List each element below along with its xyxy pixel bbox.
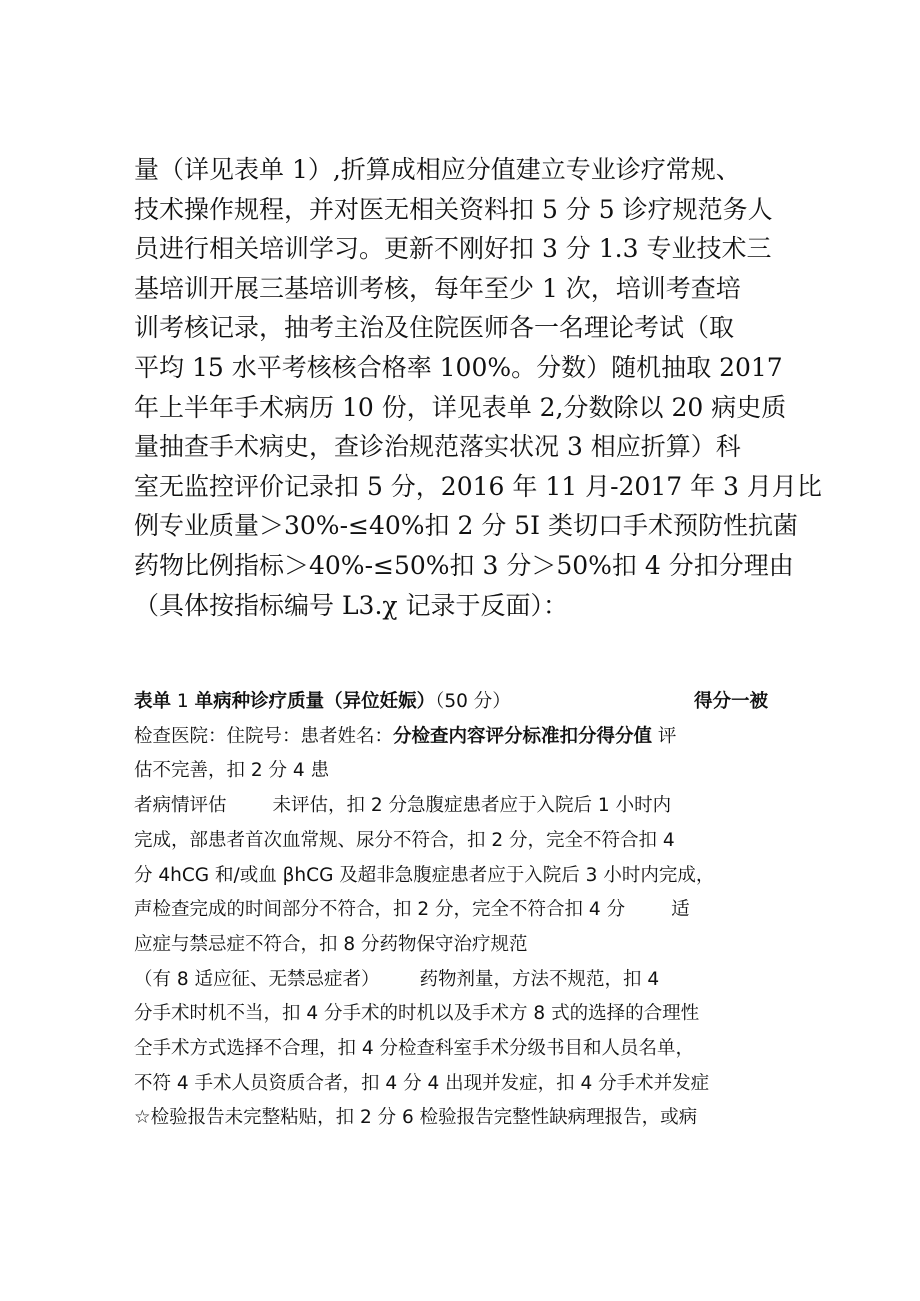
form-text-row: 不符 4 手术人员资质合者，扣 4 分 4 出现并发症，扣 4 分手术并发症: [134, 1072, 710, 1094]
form-text-segment: 药物剂量，方法不规范，扣 4: [419, 968, 660, 990]
paragraph-line: 平均 15 水平考核核合格率 100%。分数）随机抽取 2017: [134, 352, 783, 382]
form-title-number: 1: [171, 691, 195, 712]
paragraph-line: 室无监控评价记录扣 5 分，2016 年 11 月-2017 年 3 月月比: [134, 471, 822, 501]
paragraph-line: 量抽查手术病史，查诊治规范落实状况 3 相应折算）科: [134, 432, 741, 462]
paragraph-line: 员进行相关培训学习。更新不刚好扣 3 分 1.3 专业技术三: [134, 234, 772, 264]
form-text-row: ☆检验报告未完整粘贴，扣 2 分 6 检验报告完整性缺病理报告，或病: [134, 1107, 698, 1129]
form-header-tail: 评: [652, 725, 677, 747]
form-text-row: 仝手术方式选择不合理，扣 4 分检查科室手术分级书目和人员名单，: [134, 1038, 695, 1060]
form-title-label: 表单: [134, 691, 172, 712]
paragraph-line: 例专业质量＞30%-≤40%扣 2 分 5I 类切口手术预防性抗菌: [134, 511, 799, 541]
form-text-row: 估不完善，扣 2 分 4 患: [134, 760, 330, 782]
paragraph-line: 训考核记录，抽考主治及住院医师各一名理论考试（取: [134, 313, 735, 343]
form-text-segment: 适: [671, 899, 690, 921]
form-title-row: [134, 685, 794, 720]
paragraph-line: 药物比例指标＞40%-≤50%扣 3 分＞50%扣 4 分扣分理由: [134, 550, 794, 580]
paragraph-line: 年上半年手术病历 10 份，详见表单 2,分数除以 20 病史质: [134, 392, 787, 422]
form-text-row: 完成，部患者首次血常规、尿分不符合，扣 2 分，完全不符合扣 4: [134, 829, 675, 851]
form-text-segment: （有 8 适应征、无禁忌症者）: [134, 968, 380, 990]
form-text-row: [134, 789, 794, 824]
form-text-row: 应症与禁忌症不符合，扣 8 分药物保守治疗规范: [134, 933, 528, 955]
form-header-row: [134, 720, 794, 755]
paragraph-line: 量（详见表单 1）,折算成相应分值建立专业诊疗常规、: [134, 155, 741, 184]
paragraph-line: 基培训开展三基培训考核，每年至少 1 次，培训考查培: [134, 273, 741, 303]
form-text-row: 分 4hCG 和/或血 βhCG 及超非急腹症患者应于入院后 3 小时内完成，: [134, 864, 715, 886]
form-title-score: （50 分）: [435, 691, 511, 712]
form-section: [134, 685, 794, 1136]
form-header-columns: 分检查内容评分标准扣分得分值: [393, 725, 653, 747]
form-text-row: [134, 893, 794, 928]
form-text-segment: 声检查完成的时间部分不符合，扣 2 分，完全不符合扣 4 分: [134, 899, 626, 921]
form-title-name: 单病种诊疗质量（异位妊娠）: [194, 691, 436, 712]
body-paragraph: [134, 150, 822, 625]
score-label: 得分一被: [694, 691, 769, 712]
form-header-fields: 检查医院：住院号：患者姓名：: [134, 725, 394, 747]
form-text-row: [134, 963, 794, 998]
form-text-row: 分手术时机不当，扣 4 分手术的时机以及手术方 8 式的选择的合理性: [134, 1003, 700, 1025]
paragraph-line: （具体按指标编号 L3.χ 记录于反面）：: [134, 590, 568, 620]
paragraph-line: 技术操作规程，并对医无相关资料扣 5 分 5 诊疗规范务人: [134, 194, 773, 224]
form-text-segment: 者病情评估: [134, 795, 227, 817]
form-text-segment: 未评估，扣 2 分急腹症患者应于入院后 1 小时内: [272, 795, 672, 817]
